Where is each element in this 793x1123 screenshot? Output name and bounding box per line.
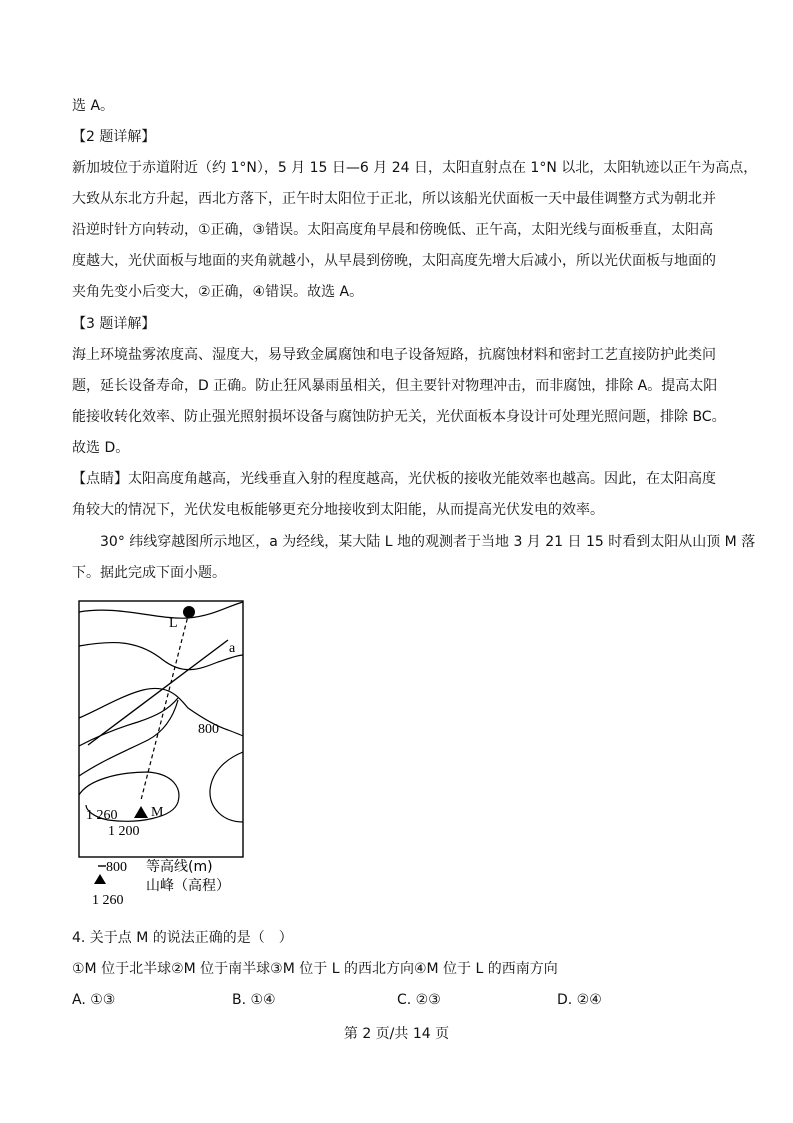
page-footer: 第 2 页/共 14 页 <box>343 1026 450 1042</box>
question-4: 4. 关于点 M 的说法正确的是（ ） <box>72 930 293 946</box>
label-a: a <box>229 641 236 656</box>
legend-1260: 1 260 <box>92 893 124 908</box>
text-line: 角较大的情况下，光伏发电板能够更充分地接收到太阳能，从而提高光伏发电的效率。 <box>72 502 604 518</box>
point-l-marker <box>183 606 195 618</box>
text-line: 题，延长设备寿命，D 正确。防止狂风暴雨虽相关，但主要针对物理冲击，而非腐蚀，排除 A。提高太阳 <box>72 378 718 394</box>
legend-contour-text: 等高线(m) <box>146 859 213 875</box>
contour-map <box>78 600 254 910</box>
contour-map-svg <box>78 600 254 910</box>
text-line: 新加坡位于赤道附近（约 1°N），5 月 15 日—6 月 24 日，太阳直射点在 1°N 以北，太阳轨迹以正午为高点， <box>72 160 758 176</box>
text-line: 沿逆时针方向转动，①正确，③错误。太阳高度角早晨和傍晚低、正午高，太阳光线与面板垂直，太阳高 <box>72 222 714 238</box>
option-b[interactable]: B. ①④ <box>232 992 276 1008</box>
section-heading-2: 【2 题详解】 <box>72 129 156 145</box>
dianjing-paragraph <box>72 469 721 489</box>
question-statements: ①M 位于北半球②M 位于南半球③M 位于 L 的西北方向④M 位于 L 的西南方向 <box>72 961 558 977</box>
text-line: 大致从东北方升起，西北方落下，正午时太阳位于正北，所以该船光伏面板一天中最佳调整方式为朝北并 <box>72 191 716 207</box>
option-d[interactable]: D. ②④ <box>557 992 602 1008</box>
section-heading-3: 【3 题详解】 <box>72 316 156 332</box>
legend-800: 800 <box>106 860 127 875</box>
sight-line <box>141 612 189 800</box>
dianjing-label: 【点睛】 <box>72 471 128 487</box>
text-line: 选 A。 <box>72 98 115 114</box>
text-line: 故选 D。 <box>72 440 130 456</box>
label-m: M <box>151 805 164 820</box>
peak-triangle-icon <box>134 806 148 818</box>
text-line: 度越大，光伏面板与地面的夹角就越小，从早晨到傍晚，太阳高度先增大后减小，所以光伏面板与地面的 <box>72 253 716 269</box>
text-line: 能接收转化效率、防止强光照射损坏设备与腐蚀防护无关，光伏面板本身设计可处理光照问题，排除 BC。 <box>72 409 726 425</box>
label-1200: 1 200 <box>108 824 140 839</box>
contour-line <box>79 698 178 746</box>
label-peak-elevation: 1 260 <box>86 808 118 823</box>
label-l: L <box>169 616 178 631</box>
dianjing-text: 太阳高度角越高，光线垂直入射的程度越高，光伏板的接收光能效率也越高。因此，在太阳高度 <box>128 471 716 487</box>
legend-peak-icon <box>94 874 106 884</box>
option-a[interactable]: A. ①③ <box>72 992 116 1008</box>
text-line: 30° 纬线穿越图所示地区，a 为经线，某大陆 L 地的观测者于当地 3 月 21 日 15 时看到太阳从山顶 M 落 <box>100 534 756 550</box>
contour-line <box>79 602 243 618</box>
text-line: 下。据此完成下面小题。 <box>72 565 226 581</box>
legend-peak-text: 山峰（高程） <box>146 878 230 894</box>
contour-line <box>210 752 243 822</box>
text-line: 海上环境盐雾浓度高、湿度大，易导致金属腐蚀和电子设备短路，抗腐蚀材料和密封工艺直接防护此类问 <box>72 347 716 363</box>
option-c[interactable]: C. ②③ <box>397 992 441 1008</box>
label-800: 800 <box>198 722 219 737</box>
text-line: 夹角先变小后变大，②正确，④错误。故选 A。 <box>72 284 364 300</box>
